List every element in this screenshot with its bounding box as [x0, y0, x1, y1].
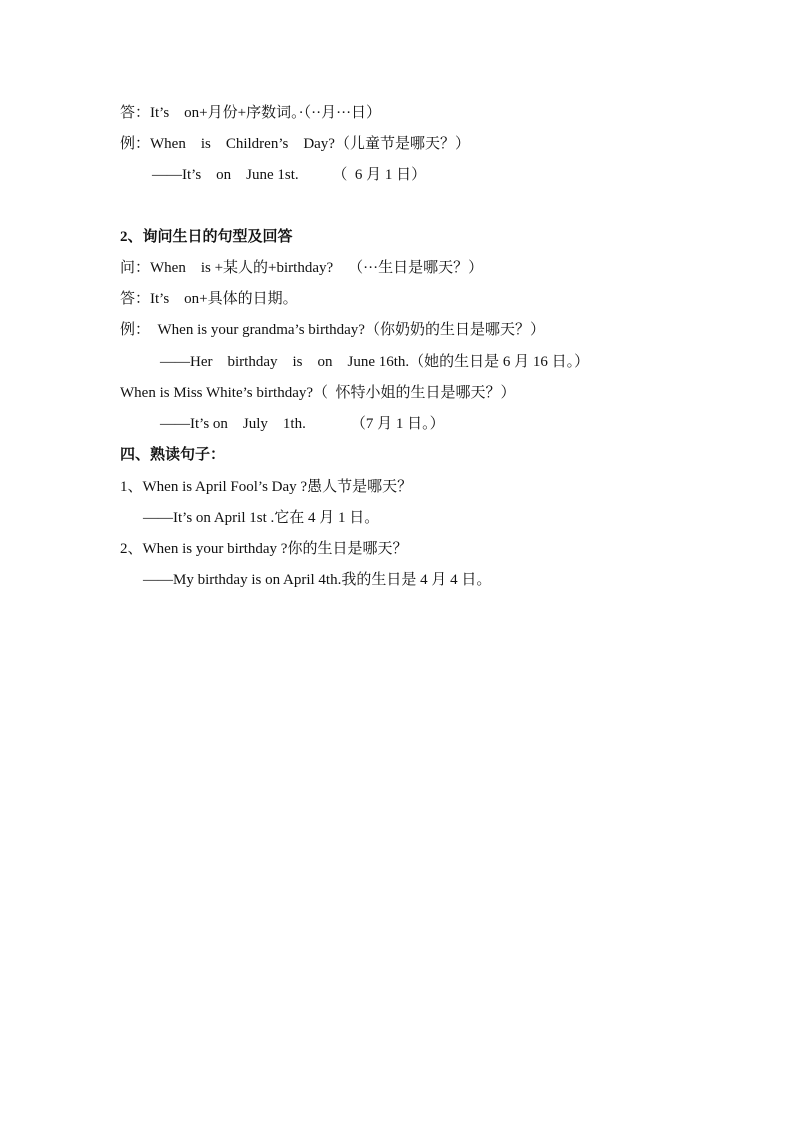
example-grandma-birthday-answer: ——Her birthday is on June 16th.（她的生日是 6 月 16 日。）	[160, 354, 590, 370]
sentence-2-answer: ——My birthday is on April 4th.我的生日是 4 月 4 日。	[143, 572, 492, 588]
sentence-1-question: 1、When is April Fool’s Day ?愚人节是哪天？	[120, 479, 413, 495]
example-miss-white-birthday-question: When is Miss White’s birthday?（ 怀特小姐的生日是哪天？）	[120, 385, 516, 401]
example-grandma-birthday-question: 例： When is your grandma’s birthday?（你奶奶的生日是哪天？）	[120, 322, 545, 338]
section-heading-birthday-question: 2、询问生日的句型及回答	[120, 229, 293, 245]
answer-specific-date-rule: 答：It’s on+具体的日期。	[120, 291, 298, 307]
example-miss-white-birthday-answer: ——It’s on July 1th. （7 月 1 日。）	[160, 416, 445, 432]
example-childrens-day-question: 例：When is Children’s Day?（儿童节是哪天？）	[120, 136, 470, 152]
example-childrens-day-answer: ——It’s on June 1st. （ 6 月 1 日）	[152, 167, 427, 183]
section-heading-read-sentences: 四、熟读句子：	[120, 447, 226, 463]
question-birthday-pattern: 问：When is +某人的+birthday? （···生日是哪天？）	[120, 260, 484, 276]
sentence-1-answer: ——It’s on April 1st .它在 4 月 1 日。	[143, 510, 380, 526]
answer-month-ordinal-rule: 答：It’s on+月份+序数词。·（··月···日）	[120, 105, 382, 121]
sentence-2-question: 2、When is your birthday ?你的生日是哪天？	[120, 541, 408, 557]
